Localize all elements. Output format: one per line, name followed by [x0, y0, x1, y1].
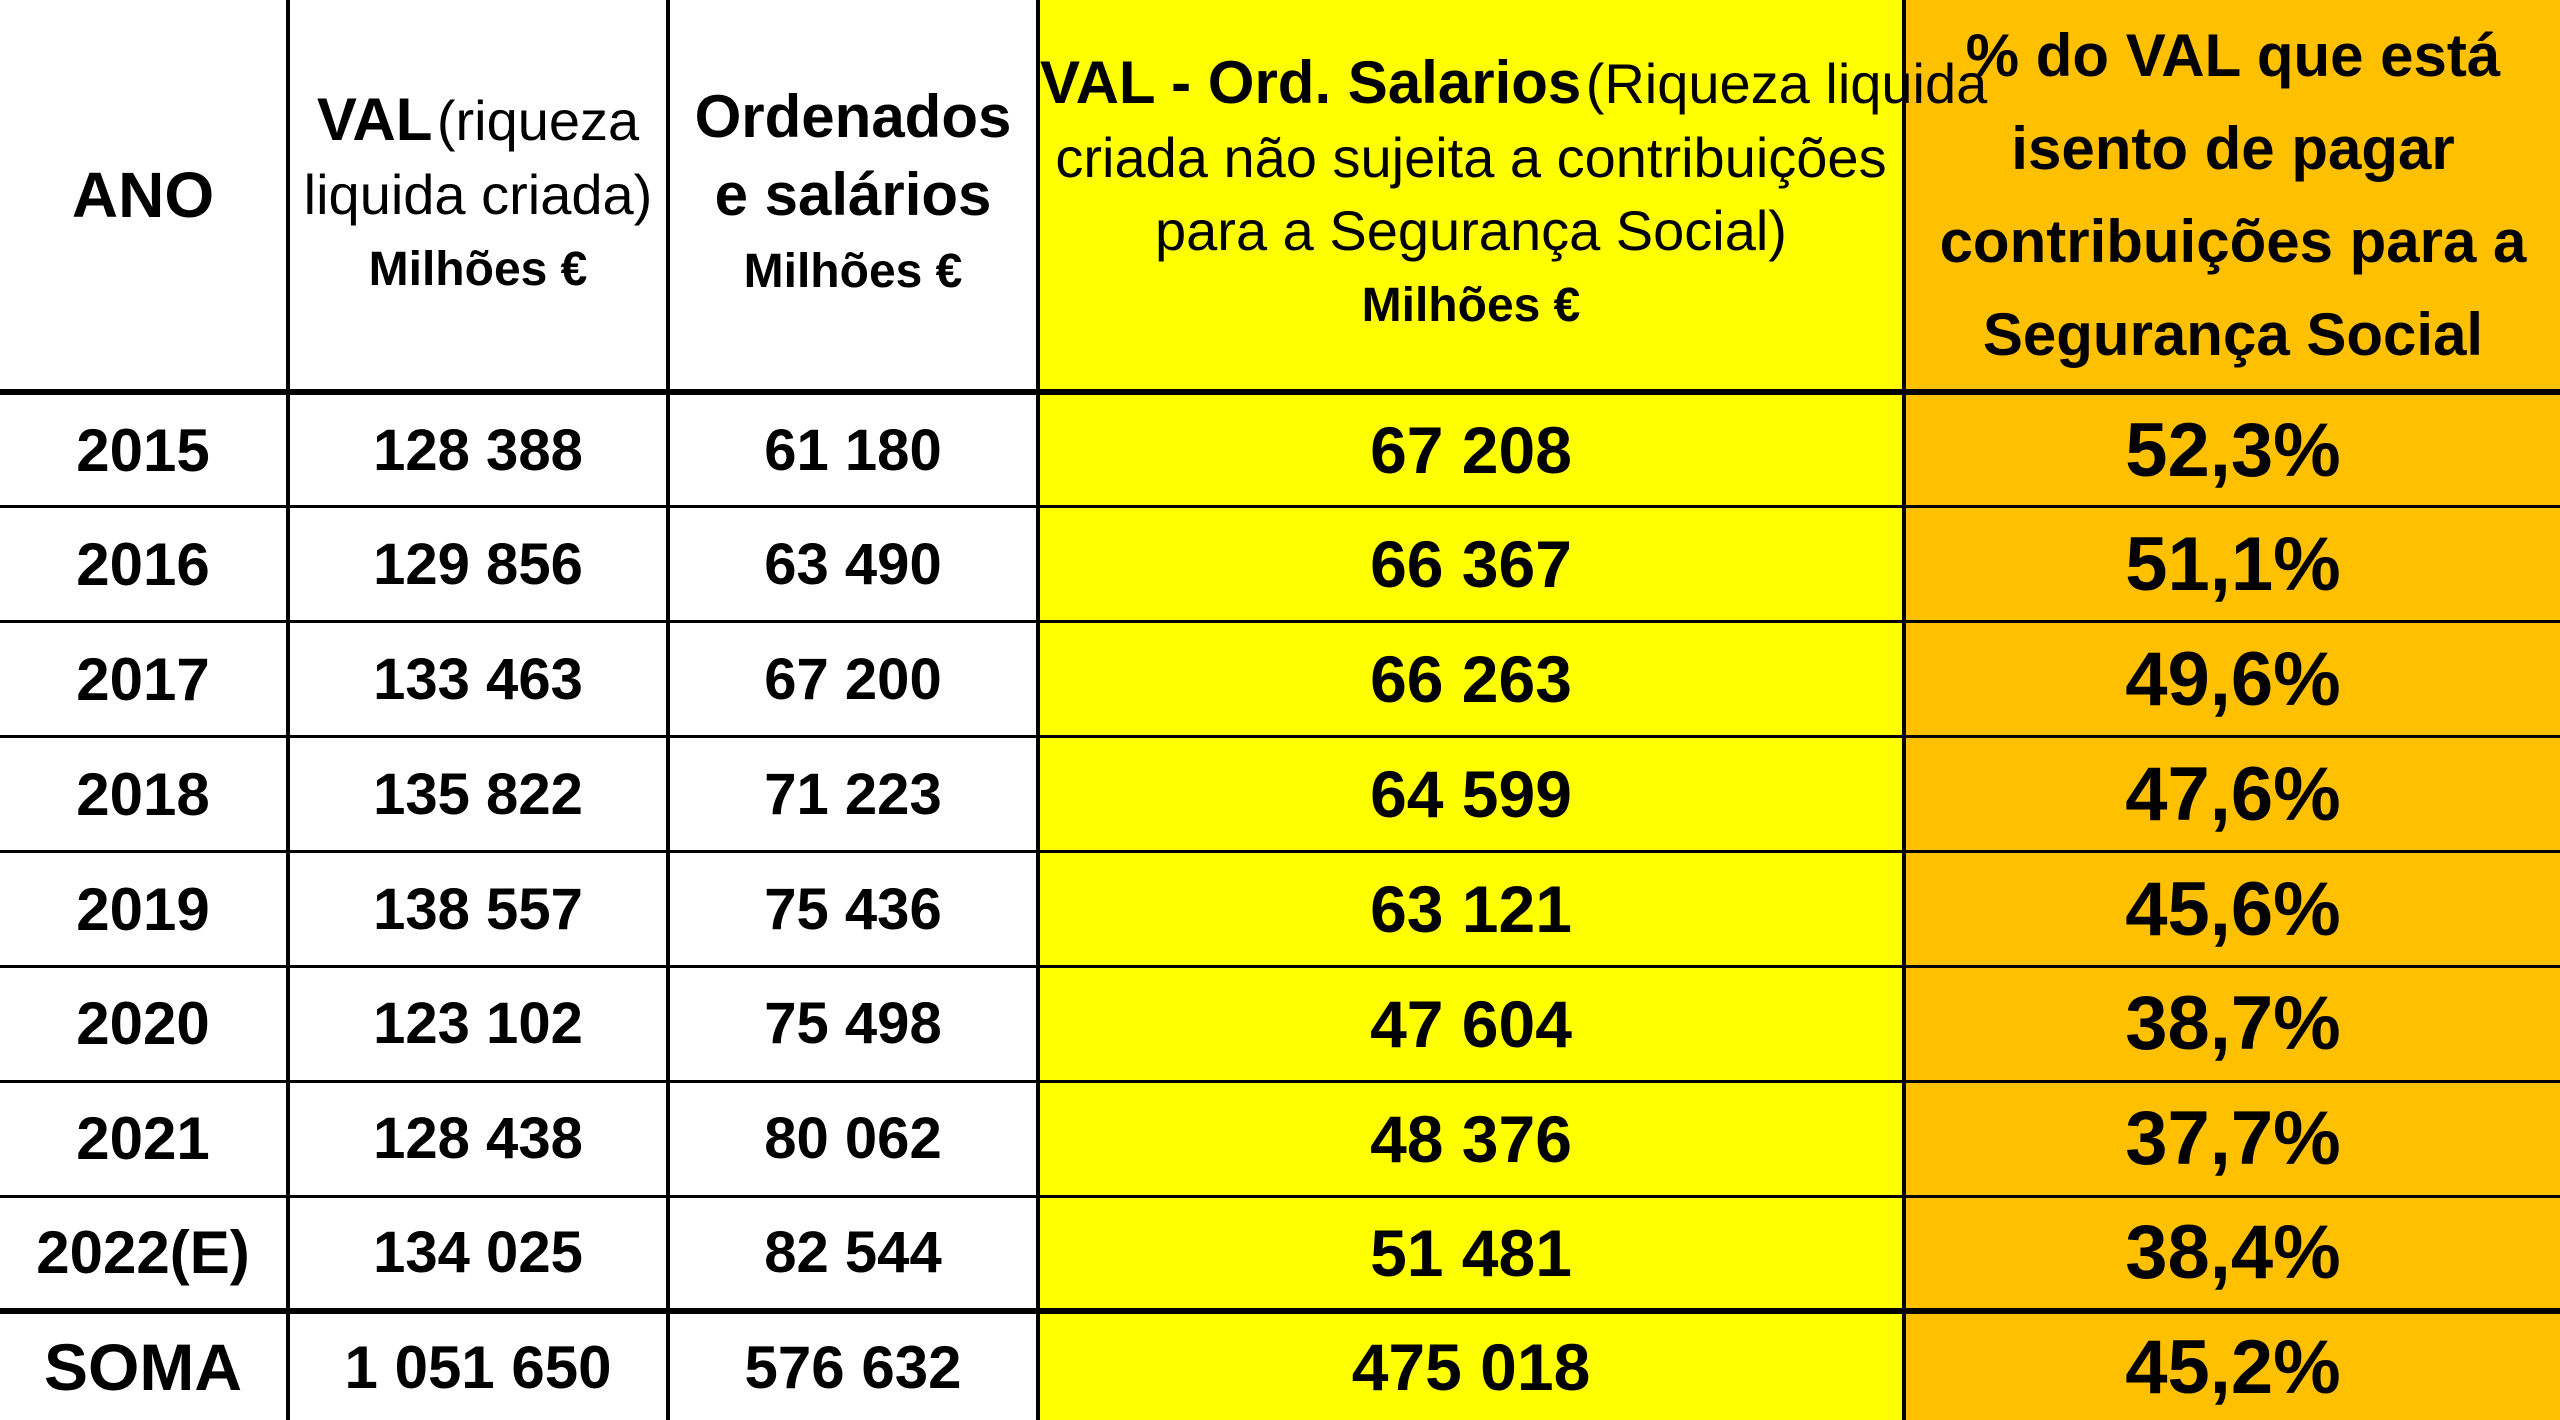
- header-dif-note-2: criada não sujeita a contribuições: [1055, 126, 1887, 190]
- cell-ano: 2020: [0, 966, 288, 1081]
- cell-ord: 61 180: [668, 392, 1038, 507]
- cell-dif: 66 367: [1038, 507, 1904, 622]
- cell-ord: 75 498: [668, 966, 1038, 1081]
- cell-pct: 52,3%: [1904, 392, 2560, 507]
- cell-pct: 51,1%: [1904, 507, 2560, 622]
- cell-dif: 47 604: [1038, 966, 1904, 1081]
- table-row: [0, 966, 2560, 1081]
- header-dif-note-1: (Riqueza liquida: [1585, 52, 1988, 116]
- header-ord: [668, 0, 1038, 392]
- header-pct-line4: Segurança Social: [1982, 300, 2484, 368]
- cell-ano: 2021: [0, 1081, 288, 1196]
- header-dif: [1038, 0, 1988, 392]
- header-val: [288, 0, 668, 392]
- cell-ano: 2022(E): [0, 1196, 288, 1311]
- header-ano: [0, 0, 288, 392]
- cell-val: 129 856: [288, 507, 668, 622]
- cell-val: 128 438: [288, 1081, 668, 1196]
- cell-ano: 2016: [0, 507, 288, 622]
- header-pct-line1: % do VAL que está: [1965, 21, 2501, 89]
- table-row: [0, 737, 2560, 852]
- header-pct-line3: contribuições para a: [1939, 207, 2527, 275]
- header-dif-title: VAL - Ord. Salarios: [1040, 49, 1582, 117]
- total-ord: 576 632: [668, 1311, 1038, 1420]
- total-dif: 475 018: [1038, 1311, 1904, 1420]
- cell-val: 133 463: [288, 622, 668, 737]
- cell-ord: 63 490: [668, 507, 1038, 622]
- cell-val: 128 388: [288, 392, 668, 507]
- cell-pct: 49,6%: [1904, 622, 2560, 737]
- table-row: [0, 852, 2560, 967]
- cell-ord: 75 436: [668, 852, 1038, 967]
- header-ano-label: ANO: [71, 158, 215, 231]
- header-ord-unit: Milhões €: [743, 245, 963, 299]
- cell-ano: 2019: [0, 852, 288, 967]
- cell-val: 134 025: [288, 1196, 668, 1311]
- header-val-title: VAL: [316, 85, 433, 153]
- cell-ano: 2018: [0, 737, 288, 852]
- cell-pct: 38,4%: [1904, 1196, 2560, 1311]
- cell-pct: 37,7%: [1904, 1081, 2560, 1196]
- header-val-unit: Milhões €: [368, 242, 588, 296]
- cell-dif: 63 121: [1038, 852, 1904, 967]
- header-pct: [1904, 0, 2560, 392]
- cell-ord: 67 200: [668, 622, 1038, 737]
- cell-ord: 71 223: [668, 737, 1038, 852]
- header-val-note-1: (riqueza: [436, 88, 640, 152]
- header-ord-line1: Ordenados: [694, 83, 1012, 151]
- cell-val: 138 557: [288, 852, 668, 967]
- header-dif-note-3: para a Segurança Social): [1155, 199, 1787, 263]
- cell-ano: 2015: [0, 392, 288, 507]
- table-row: [0, 1081, 2560, 1196]
- total-val: 1 051 650: [288, 1311, 668, 1420]
- header-val-note-2: liquida criada): [303, 162, 653, 226]
- cell-ano: 2017: [0, 622, 288, 737]
- header-pct-line2: isento de pagar: [2011, 114, 2455, 182]
- cell-dif: 64 599: [1038, 737, 1904, 852]
- header-ord-line2: e salários: [714, 161, 992, 229]
- cell-pct: 45,6%: [1904, 852, 2560, 967]
- cell-pct: 38,7%: [1904, 966, 2560, 1081]
- total-pct: 45,2%: [1904, 1311, 2560, 1420]
- table-row: [0, 392, 2560, 507]
- cell-val: 123 102: [288, 966, 668, 1081]
- table-row: [0, 1196, 2560, 1311]
- total-label: SOMA: [0, 1311, 288, 1420]
- cell-pct: 47,6%: [1904, 737, 2560, 852]
- total-row: [0, 1311, 2560, 1420]
- header-dif-unit: Milhões €: [1361, 278, 1581, 332]
- table-row: [0, 622, 2560, 737]
- cell-dif: 48 376: [1038, 1081, 1904, 1196]
- cell-dif: 67 208: [1038, 392, 1904, 507]
- cell-dif: 66 263: [1038, 622, 1904, 737]
- table-row: [0, 507, 2560, 622]
- header-row: [0, 0, 2560, 392]
- cell-ord: 82 544: [668, 1196, 1038, 1311]
- cell-ord: 80 062: [668, 1081, 1038, 1196]
- cell-dif: 51 481: [1038, 1196, 1904, 1311]
- cell-val: 135 822: [288, 737, 668, 852]
